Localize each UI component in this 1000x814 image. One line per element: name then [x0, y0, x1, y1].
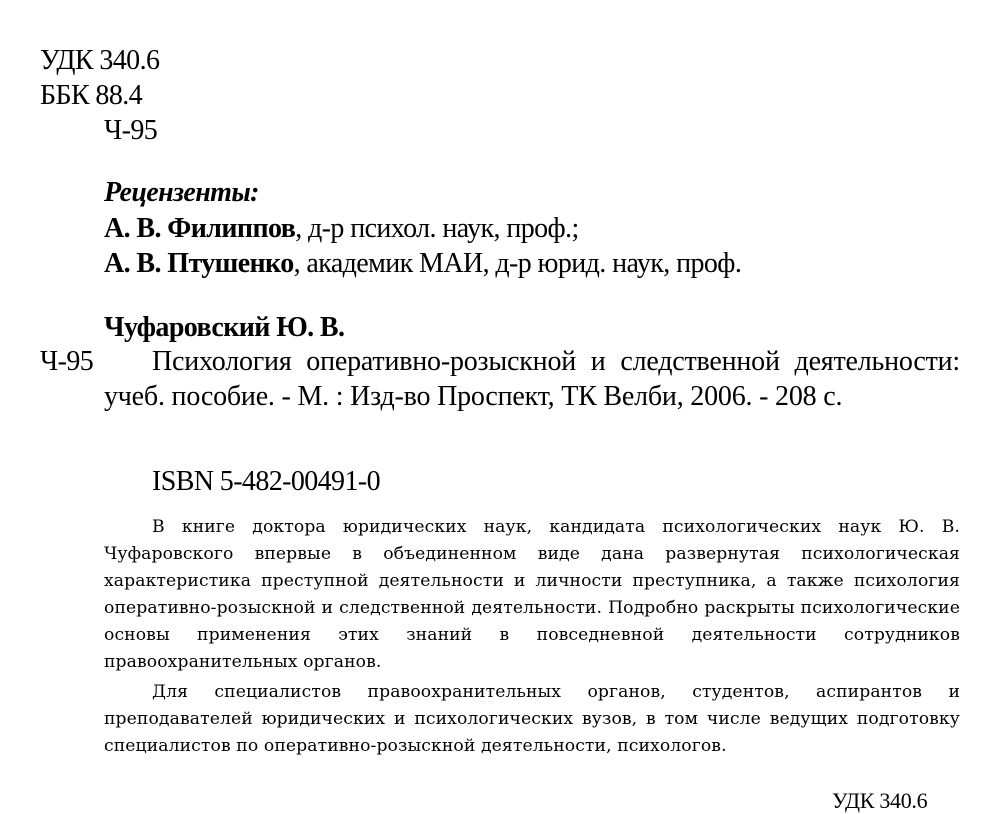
book-description-text: Психология оперативно-розыскной и следственной деятельности: учеб. пособие. - М. : Изд-во Проспект, ТК Велби, 2006. - 208 с. — [104, 346, 960, 412]
author-mark: Ч-95 — [104, 115, 158, 146]
isbn: ISBN 5-482-00491-0 — [152, 466, 380, 497]
udk-index: УДК 340.6 — [40, 45, 160, 76]
reviewer-details: , д-р психол. наук, проф.; — [295, 213, 579, 244]
reviewer-line — [104, 247, 741, 281]
abstract-paragraph: В книге доктора юридических наук, кандидата психологических наук Ю. В. Чуфаровского впервые в объединенном виде дана развернутая психологическая характеристика преступной деятельности и личности преступника, а также психология оперативно-розыскной и следственной деятельности. Подробно раскрыты психологические основы применения этих знаний в повседневной деятельности сотрудников правоохранительных органов. — [104, 517, 960, 672]
reviewer-name: А. В. Птушенко — [104, 248, 294, 279]
author-mark-left: Ч-95 — [40, 346, 94, 377]
reviewer-name: А. В. Филиппов — [104, 213, 296, 244]
book-description — [104, 344, 960, 414]
audience-paragraph: Для специалистов правоохранительных органов, студентов, аспирантов и преподавателей юридических и психологических вузов, в том числе ведущих подготовку специалистов по оперативно-розыскной деятельности, психологов. — [104, 682, 960, 756]
reviewers-heading: Рецензенты: — [104, 177, 259, 208]
reviewer-details: , академик МАИ, д-р юрид. наук, проф. — [293, 248, 742, 279]
footer-udk-index: УДК 340.6 — [832, 788, 928, 813]
bbk-index: ББК 88.4 — [40, 80, 143, 111]
reviewer-line — [104, 212, 579, 246]
book-author: Чуфаровский Ю. В. — [104, 312, 345, 343]
